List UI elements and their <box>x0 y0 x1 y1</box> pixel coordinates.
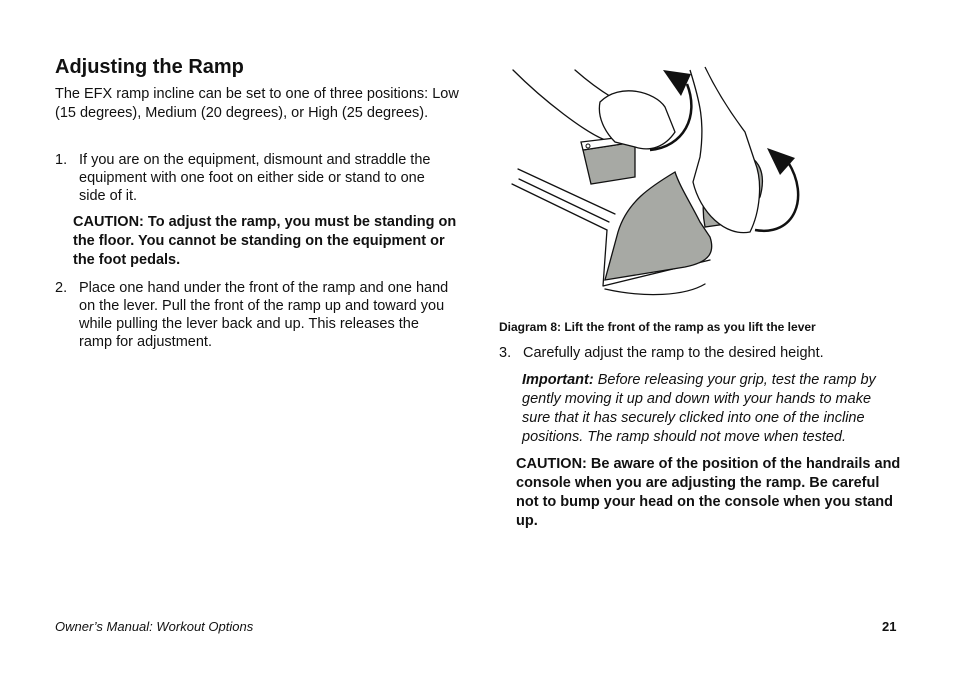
step-3 <box>499 344 899 362</box>
step-text: Place one hand under the front of the ramp and one hand on the lever. Pull the front of the ramp up and toward you while pulling the lever back and up. This releases the ramp for adjustment. <box>79 280 449 350</box>
page-number: 21 <box>882 619 897 634</box>
hand-under-ramp <box>690 67 760 233</box>
step-number: 2. <box>55 280 68 296</box>
important-text: Before releasing your grip, test the ramp by gently moving it up and down with your hands to make sure that it has securely clicked into one of the incline positions. The ramp should not move when tested. <box>522 372 876 445</box>
caution-handrails: CAUTION: Be aware of the position of the handrails and console when you are adjusting the ramp. Be careful not to bump your head on the console when you stand up. <box>516 456 901 529</box>
arm-line <box>513 70 605 140</box>
arrow-head-icon <box>767 148 795 175</box>
page-title: Adjusting the Ramp <box>55 56 244 78</box>
important-label: Important: <box>522 372 594 388</box>
step-text: Carefully adjust the ramp to the desired height. <box>523 345 824 361</box>
diagram-caption: Diagram 8: Lift the front of the ramp as you lift the lever <box>499 320 816 334</box>
intro-paragraph: The EFX ramp incline can be set to one of three positions: Low (15 degrees), Medium (20 degrees), or High (25 degrees). <box>55 86 459 121</box>
caution-standing: CAUTION: To adjust the ramp, you must be standing on the floor. You cannot be standing on the equipment or the foot pedals. <box>73 214 457 268</box>
step-2 <box>55 279 455 351</box>
frame-rail-line <box>512 184 607 230</box>
arrow-head-icon <box>663 70 691 96</box>
step-1 <box>55 151 455 205</box>
footer-section-title: Owner’s Manual: Workout Options <box>55 619 254 634</box>
step-text: If you are on the equipment, dismount and straddle the equipment with one foot on either side or stand to one side of it. <box>79 152 431 204</box>
step-number: 3. <box>499 345 512 361</box>
step-number: 1. <box>55 152 68 168</box>
ramp-diagram-illustration <box>505 62 815 302</box>
important-note <box>522 371 900 447</box>
